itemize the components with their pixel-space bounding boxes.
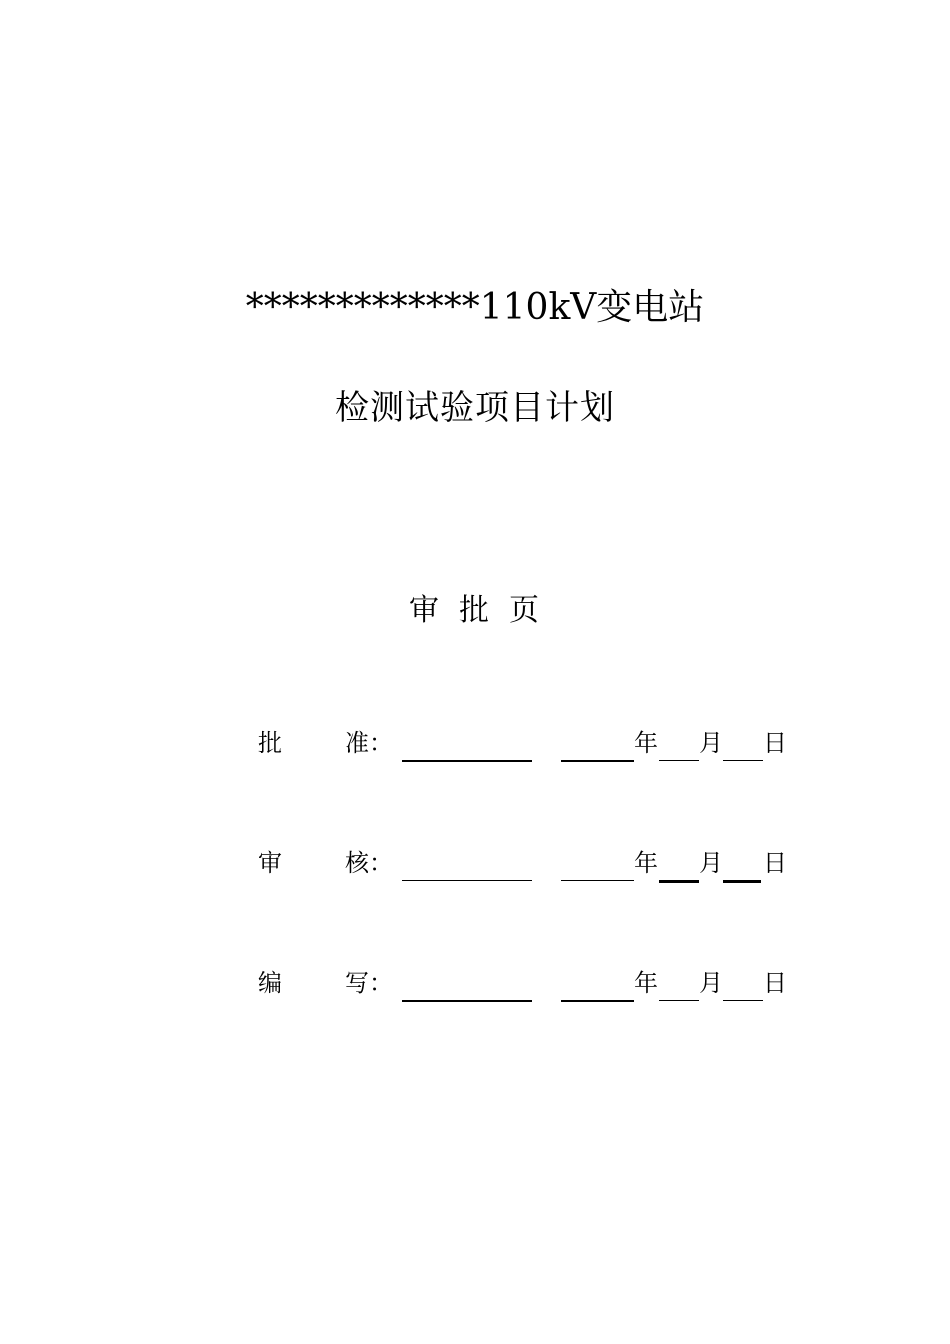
date-month-line[interactable] xyxy=(659,760,699,761)
signature-row-approve xyxy=(0,718,950,768)
date-year-line[interactable] xyxy=(561,760,634,762)
date-year-label: 年 xyxy=(634,729,658,757)
signature-row-review xyxy=(0,838,950,888)
date-month-line[interactable] xyxy=(659,880,699,883)
signature-label-char1: 审 xyxy=(258,849,282,877)
date-day-line[interactable] xyxy=(723,880,761,883)
signature-label-char2: 写： xyxy=(345,969,393,997)
date-day-label: 日 xyxy=(763,729,787,757)
signature-name-line[interactable] xyxy=(402,880,532,881)
date-day-label: 日 xyxy=(763,969,787,997)
date-day-line[interactable] xyxy=(723,1000,763,1001)
date-month-label: 月 xyxy=(699,849,723,877)
signature-label-char1: 编 xyxy=(258,969,282,997)
signature-name-line[interactable] xyxy=(402,760,532,762)
signature-label-char1: 批 xyxy=(258,729,282,757)
signature-row-compile xyxy=(0,958,950,1008)
date-month-line[interactable] xyxy=(659,1000,699,1001)
approval-page-heading: 审批页 xyxy=(409,593,559,628)
date-month-label: 月 xyxy=(699,969,723,997)
date-year-line[interactable] xyxy=(561,1000,634,1002)
date-year-line[interactable] xyxy=(561,880,634,881)
date-year-label: 年 xyxy=(634,849,658,877)
date-month-label: 月 xyxy=(699,729,723,757)
document-title-line1: *************110kV变电站 xyxy=(245,287,705,328)
date-day-label: 日 xyxy=(763,849,787,877)
signature-label-char2: 核： xyxy=(345,849,393,877)
document-title-line2: 检测试验项目计划 xyxy=(335,388,615,428)
date-year-label: 年 xyxy=(634,969,658,997)
signature-name-line[interactable] xyxy=(402,1000,532,1002)
signature-label-char2: 准： xyxy=(345,729,393,757)
date-day-line[interactable] xyxy=(723,760,763,761)
